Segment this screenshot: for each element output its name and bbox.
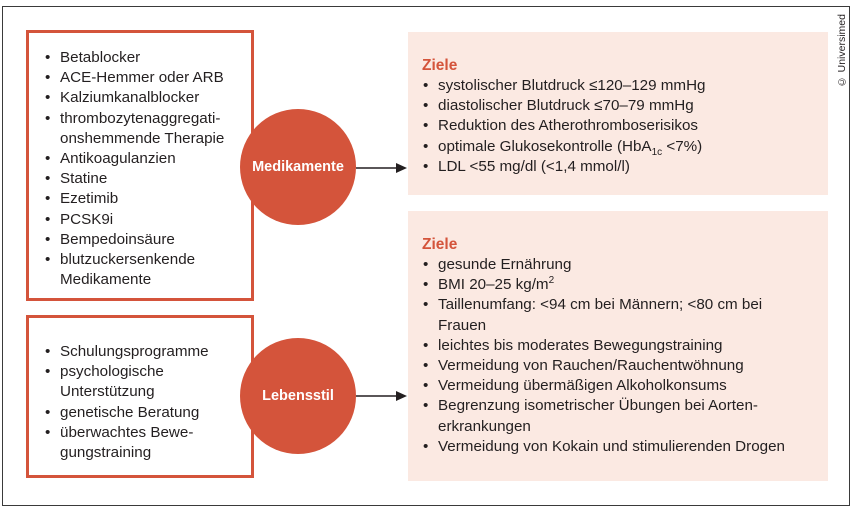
goal-isometric-line-1: Begrenzung isometrischer Übungen bei Aorten- (438, 397, 758, 415)
goal-alcohol: • Vermeidung übermäßigen Alkoholkonsums (422, 376, 828, 396)
list-item: gungstraining (60, 444, 152, 462)
medication-list-box (26, 30, 254, 301)
list-item: • Bempedoinsäure (44, 230, 251, 250)
list-item: • überwachtes Bewe- (44, 423, 251, 443)
goal-bmi (422, 275, 828, 295)
goal-glucose-control (422, 137, 828, 157)
medication-goals-heading: Ziele (422, 57, 458, 74)
goal-bmi-prefix: BMI 20–25 kg/m (438, 276, 549, 294)
goal-no-smoking: • Vermeidung von Rauchen/Rauchentwöhnung (422, 356, 828, 376)
goal-glucose-prefix: optimale Glukosekontrolle (HbA (438, 137, 652, 155)
list-item: • PCSK9i (44, 210, 251, 230)
list-item: • Statine (44, 169, 251, 189)
lifestyle-goals-heading: Ziele (422, 236, 458, 253)
lifestyle-circle-label: Lebensstil (262, 388, 334, 404)
list-item: Unterstützung (60, 383, 155, 401)
goal-atherothrombosis: • Reduktion des Atherothromboserisikos (422, 116, 828, 136)
list-item: • psychologische (44, 362, 251, 382)
lifestyle-goals-panel (408, 211, 828, 481)
list-item: onshemmende Therapie (60, 129, 225, 147)
goal-exercise: • leichtes bis moderates Bewegungstraining (422, 336, 828, 356)
medication-circle (240, 109, 356, 225)
medication-goals-panel (408, 32, 828, 195)
list-item: • thrombozytenaggregati- (44, 109, 251, 129)
goal-isometric-exercise (422, 396, 828, 436)
goal-bmi-superscript: 2 (548, 275, 555, 287)
goal-waist-circumference (422, 295, 828, 335)
list-item: • Antikoagulanzien (44, 149, 251, 169)
lifestyle-list (44, 342, 251, 463)
goal-glucose-subscript: 1c (651, 146, 663, 158)
list-item: • genetische Beratung (44, 403, 251, 423)
list-item: • Schulungsprogramme (44, 342, 251, 362)
list-item: • Betablocker (44, 48, 251, 68)
lifestyle-arrow (356, 388, 410, 404)
list-item: • ACE-Hemmer oder ARB (44, 68, 251, 88)
lifestyle-goals-list (422, 255, 828, 457)
goal-isometric-line-2: erkrankungen (438, 417, 531, 435)
list-item: • blutzuckersenkende (44, 250, 251, 270)
goal-glucose-suffix: <7%) (662, 137, 703, 155)
goal-waist-line-2: Frauen (438, 316, 487, 334)
copyright-credit: © Universimed (836, 14, 848, 88)
goal-no-cocaine: • Vermeidung von Kokain und stimulierenden Drogen (422, 437, 828, 457)
goal-diastolic-bp: • diastolischer Blutdruck ≤70–79 mmHg (422, 96, 828, 116)
goal-ldl: • LDL <55 mg/dl (<1,4 mmol/l) (422, 157, 828, 177)
medication-arrow (356, 160, 410, 176)
medication-goals-list (422, 76, 828, 177)
list-item: • Ezetimib (44, 189, 251, 209)
list-item: • Kalziumkanalblocker (44, 88, 251, 108)
goal-systolic-bp: • systolischer Blutdruck ≤120–129 mmHg (422, 76, 828, 96)
lifestyle-circle (240, 338, 356, 454)
goal-healthy-diet: • gesunde Ernährung (422, 255, 828, 275)
goal-waist-line-1: Taillenumfang: <94 cm bei Männern; <80 cm bei (438, 296, 763, 314)
medication-circle-label: Medikamente (252, 159, 344, 175)
list-item: Medikamente (60, 271, 152, 289)
lifestyle-list-box (26, 315, 254, 478)
medication-list (44, 48, 251, 290)
